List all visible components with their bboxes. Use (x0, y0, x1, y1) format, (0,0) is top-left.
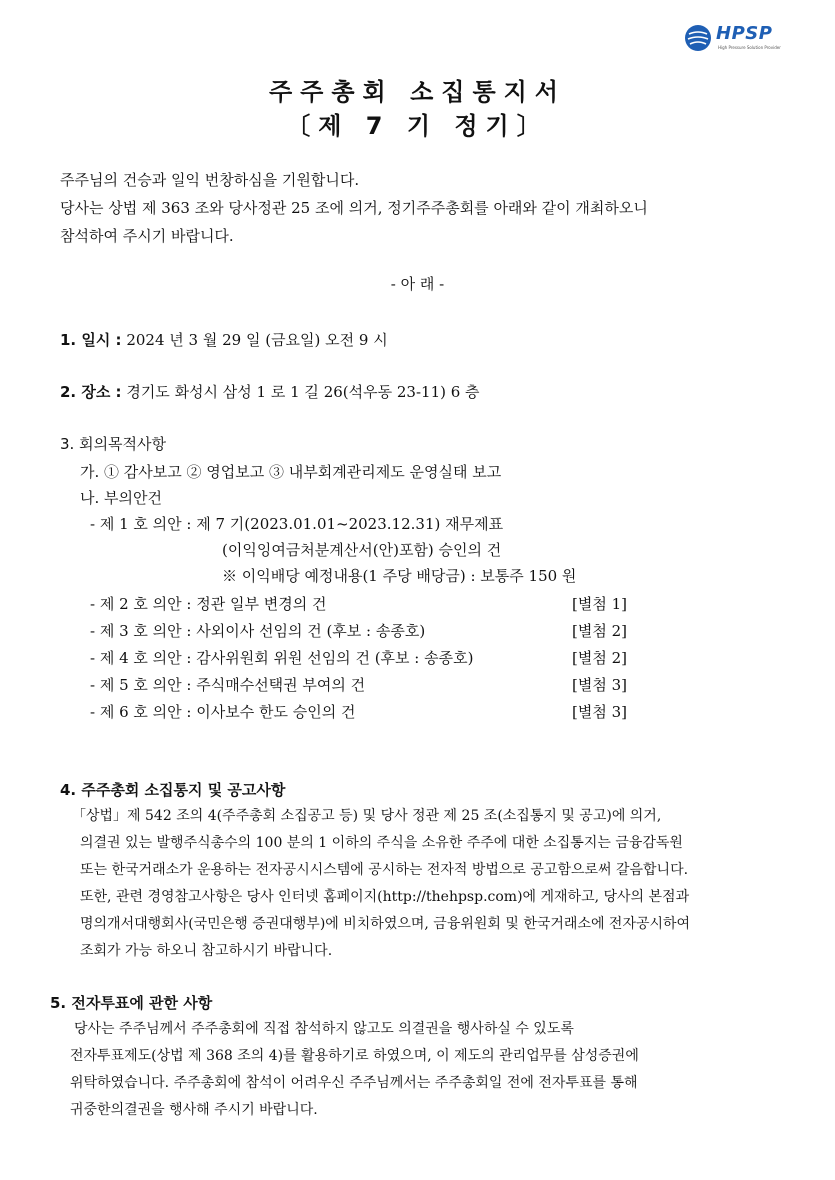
center-mark: - 아 래 - (390, 275, 445, 293)
attachment-ref: [별첨 2] (572, 649, 627, 667)
notice-line: 의결권 있는 발행주식총수의 100 분의 1 이하의 주식을 소유한 주주에 대한 소집통지는 금융감독원 (80, 835, 683, 851)
attachment-ref: [별첨 1] (572, 595, 627, 613)
attachment-ref: [별첨 2] (572, 622, 627, 640)
attachment-ref: [별첨 3] (572, 703, 627, 721)
notice-heading: 4. 주주총회 소집통지 및 공고사항 (60, 781, 286, 799)
logo-text: HPSP (716, 23, 773, 44)
item-place-text: 경기도 화성시 삼성 1 로 1 길 26(석우동 23-11) 6 층 (121, 383, 480, 401)
agenda-proposals-heading: 나. 부의안건 (80, 489, 162, 507)
evote-heading: 5. 전자투표에 관한 사항 (50, 994, 213, 1012)
item-place (60, 382, 480, 402)
notice-line: 또한, 관련 경영참고사항은 당사 인터넷 홈페이지(http://thehpsp.com)에 게재하고, 당사의 본점과 (80, 889, 690, 905)
dividend-note: ※ 이익배당 예정내용(1 주당 배당금) : 보통주 150 원 (222, 567, 577, 585)
agenda-item-text: - 제 5 호 의안 : 주식매수선택권 부여의 건 (90, 676, 366, 694)
notice-line: 조회가 가능 하오니 참고하시기 바랍니다. (80, 943, 333, 959)
evote-line: 위탁하였습니다. 주주총회에 참석이 어려우신 주주님께서는 주주총회일 전에 전자투표를 통해 (70, 1075, 638, 1091)
document-title: 주주총회 소집통지서 (268, 78, 566, 106)
agenda-item-1-detail: (이익잉여금처분계산서(안)포함) 승인의 건 (222, 541, 502, 559)
document-subtitle: 〔제 7 기 정기〕 (286, 112, 549, 140)
intro-line: 참석하여 주시기 바랍니다. (60, 227, 234, 245)
notice-line: 「상법」제 542 조의 4(주주총회 소집공고 등) 및 당사 정관 제 25 조(소집통지 및 공고)에 의거, (72, 808, 662, 824)
notice-line: 또는 한국거래소가 운용하는 전자공시시스템에 공시하는 전자적 방법으로 공고함으로써 갈음합니다. (80, 862, 689, 878)
agenda-item-1: - 제 1 호 의안 : 제 7 기(2023.01.01~2023.12.31) 재무제표 (90, 515, 504, 533)
intro-line: 당사는 상법 제 363 조와 당사정관 25 조에 의거, 정기주주총회를 아래와 같이 개최하오니 (60, 199, 648, 217)
agenda-item-3 (90, 621, 650, 641)
agenda-item-6 (90, 702, 650, 722)
agenda-item-text: - 제 6 호 의안 : 이사보수 한도 승인의 건 (90, 703, 356, 721)
agenda-item-2 (90, 594, 650, 614)
agenda-item-4 (90, 648, 650, 668)
item-date-label: 1. 일시 : (60, 331, 122, 349)
evote-line: 당사는 주주님께서 주주총회에 직접 참석하지 않고도 의결권을 행사하실 수 있도록 (74, 1021, 574, 1037)
logo-tagline: High Pressure Solution Provider (718, 45, 781, 50)
attachment-ref: [별첨 3] (572, 676, 627, 694)
notice-line: 명의개서대행회사(국민은행 증권대행부)에 비치하였으며, 금융위원회 및 한국거래소에 전자공시하여 (80, 916, 691, 932)
evote-line: 귀중한의결권을 행사해 주시기 바랍니다. (70, 1102, 318, 1118)
company-logo (684, 22, 788, 54)
intro-line: 주주님의 건승과 일익 번창하심을 기원합니다. (60, 171, 360, 189)
item-place-label: 2. 장소 : (60, 383, 122, 401)
globe-icon (684, 24, 712, 52)
evote-line: 전자투표제도(상법 제 368 조의 4)를 활용하기로 하였으며, 이 제도의 관리업무를 삼성증권에 (70, 1048, 639, 1064)
agenda-item-text: - 제 2 호 의안 : 정관 일부 변경의 건 (90, 595, 327, 613)
item-date (60, 330, 388, 350)
agenda-item-5 (90, 675, 650, 695)
agenda-heading: 3. 회의목적사항 (60, 435, 167, 453)
agenda-item-text: - 제 3 호 의안 : 사외이사 선임의 건 (후보 : 송종호) (90, 622, 426, 640)
item-date-text: 2024 년 3 월 29 일 (금요일) 오전 9 시 (121, 331, 388, 349)
agenda-item-text: - 제 4 호 의안 : 감사위원회 위원 선임의 건 (후보 : 송종호) (90, 649, 474, 667)
agenda-reports: 가. ① 감사보고 ② 영업보고 ③ 내부회계관리제도 운영실태 보고 (80, 463, 502, 481)
